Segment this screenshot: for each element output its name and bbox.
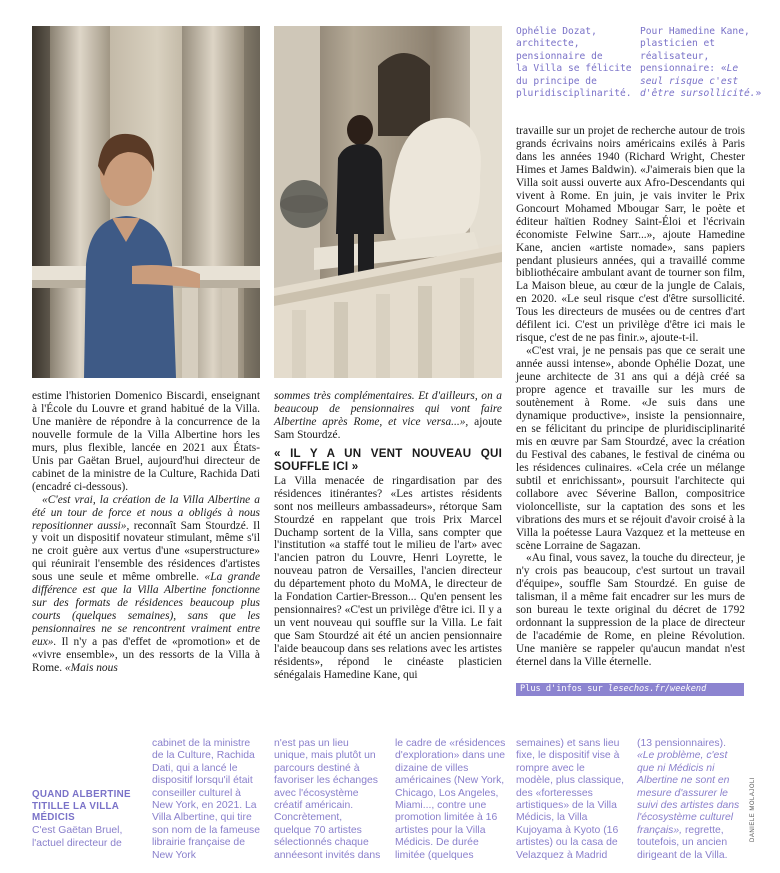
article-paragraph: «Au final, vous savez, la touche du directeur, je n'y crois pas beaucoup, c'est surtout un travail d'équipe», souffle Sam Stourdzé. En guise de talisman, il a même fait encadrer sur les murs de son bureau le texte original du décret de 1792 ordonnant la suppression de la place de directeur de l'académie de Rome, en pleine Révolution. Une manière se rappeler qu'aucun mandat n'est éternel dans la Ville éternelle. (516, 552, 745, 669)
sidebar-heading-line: MÉDICIS (32, 812, 75, 823)
caption-line: la Villa se félicite (516, 63, 632, 75)
article-paragraph (274, 390, 502, 442)
more-info-link[interactable]: lesechos.fr/weekend (607, 684, 707, 694)
caption-hamedine-kane (640, 26, 770, 100)
caption-line (640, 76, 770, 88)
photo-hamedine-kane (274, 26, 502, 378)
quote: «La grande différence est que la Villa Albertine fonctionne sur des formats de résidences beaucoup plus courts (quelques semaines), sans que les pensionnaires ne se rencontrent vraiment entre eux». (32, 571, 261, 649)
article-paragraph: La Villa menacée de ringardisation par des résidences itinérantes? «Les artistes résidents sont nos meilleurs ambassadeurs», rétorque Sam Stourdzé en rappelant que trois Prix Marcel Duchamp sortent de la Villa, sans compter que l'institution «a staffé tout le milieu de l'art» avec l'ancien patron du Louvre, Henri Loyrette, le nouveau patron de Versailles, l'ancien directeur du département photo du MoMA, le directeur de la Fondation Cartier-Bresson... Qu'en pensent les pensionnaires? «C'est un privilège d'être ici. Il y a un vent nouveau qui souffle sur la Villa. Le fait que Sam Stourdzé ait été un ancien pensionnaire l'aide beaucoup dans ses relations avec les artistes résidents», répond le cinéaste plasticien sénégalais Hamedine Kane, qui (274, 474, 502, 682)
caption-quote: Le (726, 63, 739, 75)
sidebar-column-2: cabinet de la ministre de la Culture, Rachida Dati, qui a lancé le dispositif lorsqu'il était conseiller culturel à New York, en 2021. La Villa Albertine, qui tire son nom de la fameuse librairie française de New York (152, 738, 261, 861)
caption-line: Pour Hamedine Kane, (640, 26, 750, 37)
caption-ophelie-dozat (516, 26, 634, 100)
sidebar-column-5: semaines) et sans lieu fixe, le dispositif vise à rompre avec le modèle, plus classique, des «forteresses artistiques» de la Villa Médicis, la Villa Kujoyama à Kyoto (16 artistes) ou la casa de Velazquez à Madrid (516, 738, 625, 861)
photo-credit: DANIELE MOLAJOLI (750, 776, 756, 842)
photo-ophelie-dozat-image (32, 26, 260, 378)
quote: sommes très complémentaires. Et d'ailleurs, on a beaucoup de pensionnaires qui vont faire Albertine après Rome, et vice versa...», (274, 390, 502, 428)
caption-line: architecte, (516, 38, 580, 50)
caption-line (640, 63, 770, 75)
article-paragraph: travaille sur un projet de recherche autour de trois grands écrivains noirs américains exilés à Paris dans les années 1940 (Richard Wright, Chester Himes et James Baldwin). «J'aimerais bien que la Villa soit aussi ouverte aux Afro-Descendants qui vivent à Rome. En juin, je vais inviter le Prix Goncourt Mohamed Mbougar Sarr, le poète et éditeur haïtien Rodney Saint-Éloi et l'écrivain économiste Felwine Sarr...», ajoute Hamedine Kane, ancien «artiste nomade», sans papiers pendant plusieurs années, qui a travaillé comme bibliothécaire ambulant avant de tourner son film, La Maison bleue, au cœur de la jungle de Calais, en 2020. «Le seul risque c'est d'être sursollicité. Tous les directeurs de musées ou de centres d'art défilent ici. C'est un privilège d'être ici mais le risque, c'est de ne pas finir.», ajoute-t-il. (516, 125, 745, 345)
caption-line: pensionnaire de (516, 50, 603, 62)
article-column-1 (32, 390, 260, 675)
sidebar-column-4: le cadre de «résidences d'exploration» dans une dizaine de villes américaines (New York, Chicago, Los Angeles, Miami..., contre une promotion limitée à 16 artistes pour la Villa Médicis. De durée limitée (quelques (395, 738, 506, 861)
caption-line: pluridisciplinarité. (516, 88, 632, 100)
sidebar-heading (32, 789, 132, 824)
sidebar-column-6 (637, 738, 745, 862)
caption-text: pensionnaire: « (640, 63, 727, 75)
article-column-3 (516, 125, 745, 669)
caption-line: plasticien et (640, 38, 716, 50)
text: ajoute Sam Stourdzé. (274, 415, 502, 441)
quote: «Mais nous (64, 662, 118, 675)
caption-quote: seul risque c'est (640, 75, 739, 87)
more-info-bar[interactable] (516, 683, 744, 696)
photo-ophelie-dozat (32, 26, 260, 378)
caption-text: » (755, 88, 762, 100)
caption-line: Ophélie Dozat, (516, 26, 597, 37)
caption-line: réalisateur, (640, 50, 710, 62)
article-paragraph: estime l'historien Domenico Biscardi, enseignant à l'École du Louvre et grand habitué de la Villa. Une manière de répondre à la concurrence de la nouvelle formule de la Villa Albertine hors les murs, plus flexible, lancée en 2021 aux États-Unis par Gaëtan Bruel, aujourd'hui directeur de cabinet de la ministre de la Culture, Rachida Dati (encadré ci-dessous). (32, 390, 260, 493)
sidebar-heading-line: QUAND ALBERTINE (32, 789, 131, 800)
text: regrette, toutefois, un ancien dirigeant de la Villa. (637, 824, 728, 861)
text: Il n'y a pas d'effet de «promotion» et de «vivre ensemble», un des ressorts de la Villa à Rome. (32, 636, 260, 675)
caption-line: du principe de (516, 75, 597, 87)
photo-hamedine-kane-image (274, 26, 502, 378)
quote: «Le problème, c'est que ni Médicis ni Albertine ne sont en mesure d'assurer le suivi des artistes dans l'écosystème culturel français», (637, 750, 740, 836)
sidebar-column-1: C'est Gaëtan Bruel, l'actuel directeur de (32, 825, 123, 849)
article-paragraph (32, 494, 260, 675)
sidebar-column-3: n'est pas un lieu unique, mais plutôt un parcours destiné à favoriser les échanges avec l'écosystème créatif américain. Concrètement, quelque 70 artistes sélectionnés chaque annéesont invités dans (274, 738, 381, 861)
article-paragraph: «C'est vrai, je ne pensais pas que ce serait une année aussi intense», abonde Ophélie Dozat, une jeune architecte de 31 ans qui a déjà créé sa propre agence et travaille sur les murs de soutènement à Rome. «Je suis dans une dynamique productive», insiste la pensionnaire, en se félicitant du principe de pluridisciplinarité mis en œuvre par Sam Stourdzé, avec la création du Festival des cabanes, le festival de cinéma ou les résidences culinaires. «Cela crée un mélange subtil et enrichissant», poursuit l'architecte qui collabore avec Séverine Ballon, compositrice violoncelliste, sur la captation des sons et les vibrations des murs et se réjouit d'avoir croisé à la Villa la poétesse Laura Vazquez et la metteuse en scène Lorraine de Sagazan. (516, 345, 745, 552)
more-info-prefix: Plus d'infos sur (520, 684, 608, 694)
article-column-2 (274, 390, 502, 682)
section-heading: « IL Y A UN VENT NOUVEAU QUI SOUFFLE ICI » (274, 446, 502, 473)
caption-line (640, 88, 770, 100)
text: (13 pensionnaires). (637, 738, 726, 749)
quote: «C'est vrai, la création de la Villa Albertine a été un tour de force et nous a obligés à nous repositionner aussi», (32, 493, 260, 532)
sidebar-heading-line: TITILLE LA VILLA (32, 800, 120, 812)
text: reconnaît Sam Stourdzé. Il y voit un dispositif novateur stimulant, même s'il ne croit guère aux vertus d'une «superstructure» qui réunirait l'ensemble des résidences d'artistes sous une seule et même ombrelle. (32, 519, 260, 584)
caption-quote: d'être sursollicité. (640, 88, 756, 100)
